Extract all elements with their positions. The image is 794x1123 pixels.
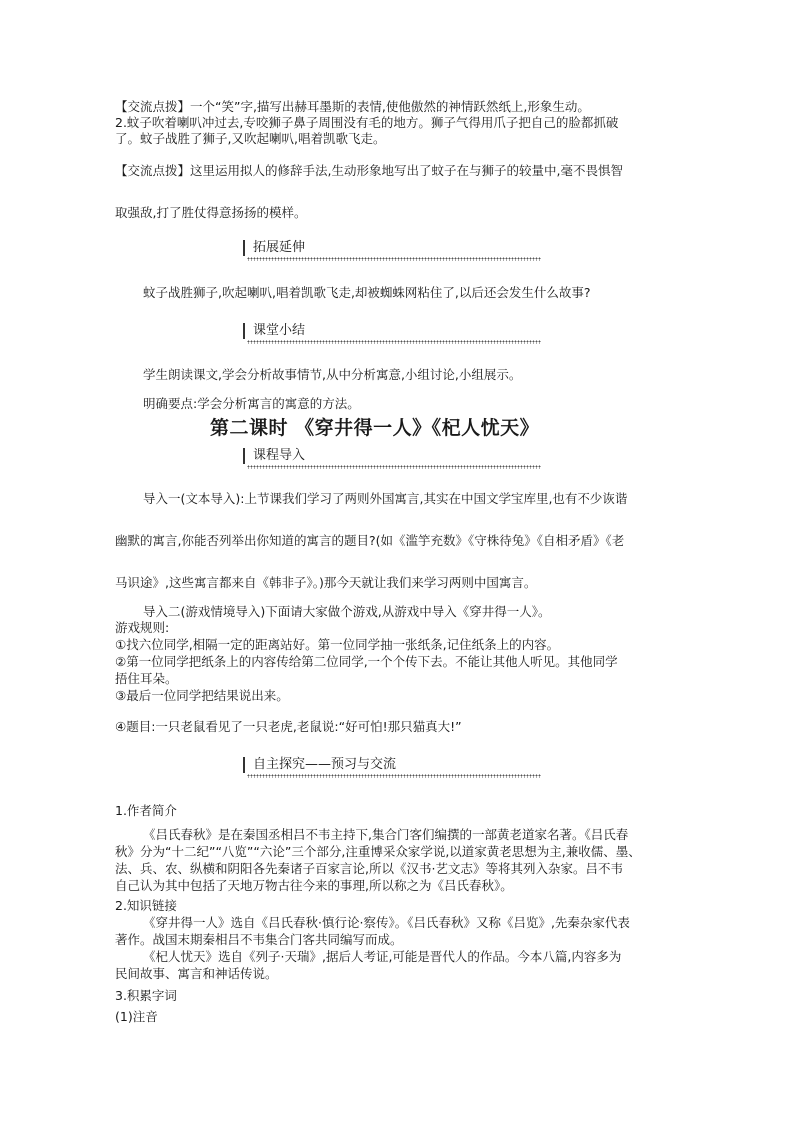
text-line: 2.知识链接 bbox=[115, 898, 177, 913]
heading-bar bbox=[243, 240, 245, 256]
text-line: 明确要点:学会分析寓言的寓意的方法。 bbox=[143, 396, 360, 411]
text-line: 【交流点拨】这里运用拟人的修辞手法,生动形象地写出了蚊子在与狮子的较量中,毫不畏惧智 bbox=[115, 163, 623, 178]
text-line: 民间故事、寓言和神话传说。 bbox=[115, 966, 278, 981]
text-line: 导入二(游戏情境导入)下面请大家做个游戏,从游戏中导入《穿井得一人》。 bbox=[143, 604, 551, 619]
text-line: 《吕氏春秋》是在秦国丞相吕不韦主持下,集合门客们编撰的一部黄老道家名著。《吕氏春 bbox=[143, 827, 629, 842]
text-line: 2.蚊子吹着喇叭冲过去,专咬狮子鼻子周围没有毛的地方。狮子气得用爪子把自己的脸都抓破 bbox=[115, 115, 619, 130]
dotted-rule bbox=[247, 465, 541, 469]
text-line: 捂住耳朵。 bbox=[115, 671, 178, 686]
text-line: 《穿井得一人》选自《吕氏春秋·慎行论·察传》。《吕氏春秋》又称《吕览》,先秦杂家代表 bbox=[143, 915, 630, 930]
heading-bar bbox=[243, 757, 245, 773]
text-line: 3.积累字词 bbox=[115, 988, 177, 1003]
text-line: 马识途》,这些寓言都来自《韩非子》。)那今天就让我们来学习两则中国寓言。 bbox=[115, 575, 537, 590]
text-line: 【交流点拨】一个“笑”字,描写出赫耳墨斯的表情,使他傲然的神情跃然纸上,形象生动。 bbox=[115, 99, 590, 114]
text-line: 学生朗读课文,学会分析故事情节,从中分析寓意,小组讨论,小组展示。 bbox=[143, 367, 522, 382]
dotted-rule bbox=[247, 774, 541, 778]
text-line: 游戏规则: bbox=[115, 620, 170, 635]
section-heading-label: 课程导入 bbox=[253, 448, 306, 463]
text-line: (1)注音 bbox=[115, 1009, 158, 1024]
section-heading-zizhu bbox=[243, 755, 541, 781]
text-line: ②第一位同学把纸条上的内容传给第二位同学,一个个传下去。不能让其他人听见。其他同学 bbox=[115, 654, 618, 669]
text-line: ①找六位同学,相隔一定的距离站好。第一位同学抽一张纸条,记住纸条上的内容。 bbox=[115, 637, 560, 652]
section-heading-label: 拓展延伸 bbox=[253, 240, 306, 255]
lesson-title: 第二课时 《穿井得一人》《杞人忧天》 bbox=[210, 417, 540, 439]
text-line: ③最后一位同学把结果说出来。 bbox=[115, 688, 289, 703]
section-heading-label: 自主探究——预习与交流 bbox=[253, 757, 397, 772]
text-line: 秋》分为“十二纪”“八览”“六论”三个部分,注重博采众家学说,以道家黄老思想为主,兼收儒、墨、 bbox=[115, 844, 641, 859]
text-line: 《杞人忧天》选自《列子·天瑞》,据后人考证,可能是晋代人的作品。今本八篇,内容多为 bbox=[143, 949, 622, 964]
section-heading-tuozhan bbox=[243, 238, 541, 264]
section-heading-ketang bbox=[243, 321, 541, 347]
text-line: 蚊子战胜狮子,吹起喇叭,唱着凯歌飞走,却被蜘蛛网粘住了,以后还会发生什么故事? bbox=[143, 285, 591, 300]
text-line: 导入一(文本导入):上节课我们学习了两则外国寓言,其实在中国文学宝库里,也有不少诙谐 bbox=[143, 491, 628, 506]
section-heading-daoru bbox=[243, 446, 541, 472]
text-line: 幽默的寓言,你能否列举出你知道的寓言的题目?(如《滥竽充数》《守株待兔》《自相矛盾》《老 bbox=[115, 533, 625, 548]
text-line: 了。蚊子战胜了狮子,又吹起喇叭,唱着凯歌飞走。 bbox=[115, 131, 386, 146]
dotted-rule bbox=[247, 340, 541, 344]
text-line: ④题目:一只老鼠看见了一只老虎,老鼠说:“好可怕!那只猫真大!” bbox=[115, 719, 462, 734]
text-line: 著作。战国末期秦相吕不韦集合门客共同编写而成。 bbox=[115, 932, 403, 947]
text-line: 自己认为其中包括了天地万物古往今来的事理,所以称之为《吕氏春秋》。 bbox=[115, 878, 513, 893]
text-line: 1.作者简介 bbox=[115, 803, 177, 818]
dotted-rule bbox=[247, 257, 541, 261]
text-line: 取强敌,打了胜仗得意扬扬的模样。 bbox=[115, 205, 307, 220]
heading-bar bbox=[243, 323, 245, 339]
heading-bar bbox=[243, 448, 245, 464]
section-heading-label: 课堂小结 bbox=[253, 323, 306, 338]
text-line: 法、兵、农、纵横和阴阳各先秦诸子百家言论,所以《汉书·艺文志》等将其列入杂家。吕不韦 bbox=[115, 861, 623, 876]
